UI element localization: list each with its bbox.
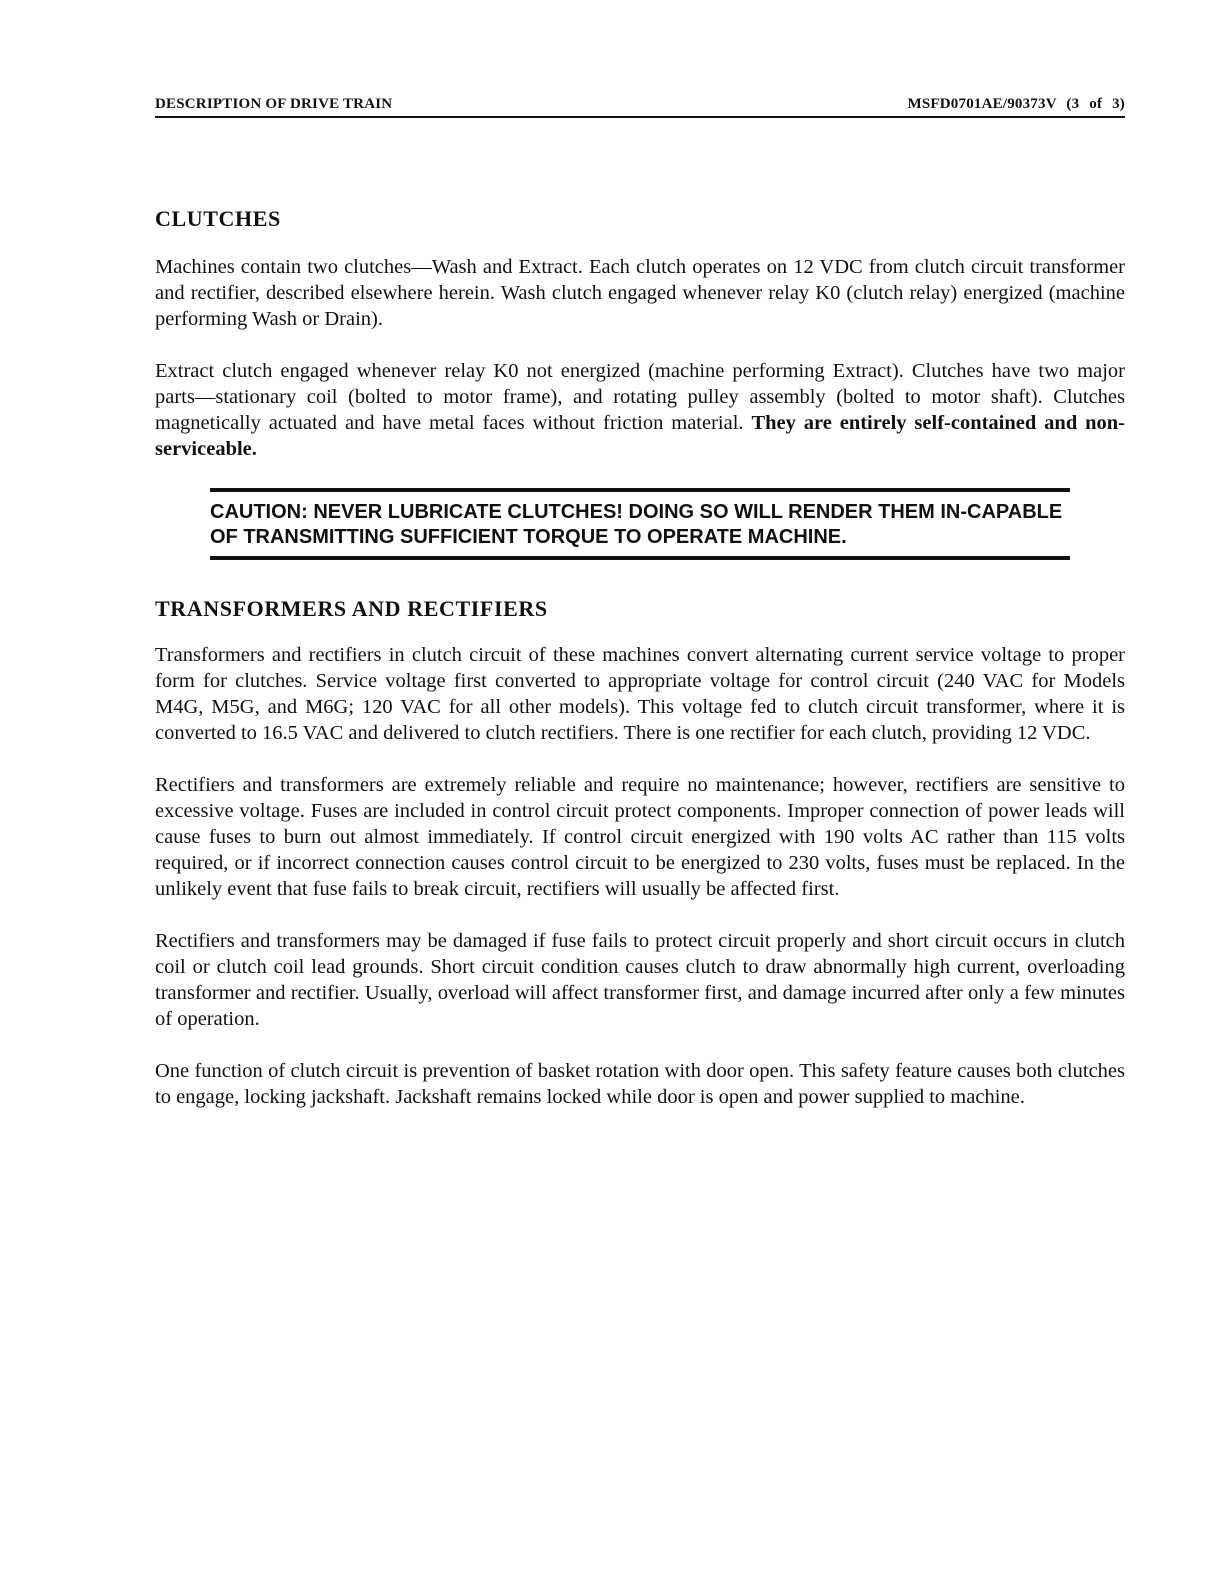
clutches-paragraph-1	[155, 254, 1125, 332]
header-document-id: MSFD0701AE/90373V (3 of 3)	[907, 96, 1125, 112]
header-section-title: DESCRIPTION OF DRIVE TRAIN	[155, 96, 393, 112]
paragraph-bold-text: They are entirely self-contained and non-serviceable.	[155, 412, 1126, 460]
paragraph-text: Extract clutch engaged whenever relay K0 not energized (machine performing Extract). Clutches have two major parts—stationary coil (bolted to motor frame), and rotating pulley assembly (bolted to motor shaft). Clutches magnetically actuated and have metal faces without friction material.	[155, 360, 1125, 434]
paragraph-text: Rectifiers and transformers are extremely reliable and require no maintenance; however, rectifiers are sensitive to excessive voltage. Fuses are included in control circuit protect components. Improper connection of power leads will cause fuses to burn out almost immediately. If control circuit energized with 190 volts AC rather than 115 volts required, or if incorrect connection causes control circuit to be energized to 230 volts, fuses must be replaced. In the unlikely event that fuse fails to break circuit, rectifiers will usually be affected first.	[155, 774, 1125, 900]
running-header	[155, 96, 1125, 118]
caution-box: CAUTION: NEVER LUBRICATE CLUTCHES! DOING SO WILL RENDER THEM IN-CAPABLE OF TRANSMITTING SUFFICIENT TORQUE TO OPERATE MACHINE.	[210, 488, 1070, 560]
paragraph-text: One function of clutch circuit is prevention of basket rotation with door open. This safety feature causes both clutches to engage, locking jackshaft. Jackshaft remains locked while door is open and power supplied to machine.	[155, 1060, 1125, 1108]
transformers-paragraph-3	[155, 928, 1125, 1032]
section-heading-transformers-rectifiers: TRANSFORMERS AND RECTIFIERS	[155, 596, 548, 621]
paragraph-text: Transformers and rectifiers in clutch circuit of these machines convert alternating current service voltage to proper form for clutches. Service voltage first converted to appropriate voltage for control circuit (240 VAC for Models M4G, M5G, and M6G; 120 VAC for all other models). This voltage fed to clutch circuit transformer, where it is converted to 16.5 VAC and delivered to clutch rectifiers. There is one rectifier for each clutch, providing 12 VDC.	[155, 644, 1125, 744]
section-heading-clutches: CLUTCHES	[155, 206, 281, 231]
paragraph-text: Rectifiers and transformers may be damaged if fuse fails to protect circuit properly and short circuit occurs in clutch coil or clutch coil lead grounds. Short circuit condition causes clutch to draw abnormally high current, overloading transformer and rectifier. Usually, overload will affect transformer first, and damage incurred after only a few minutes of operation.	[155, 930, 1125, 1030]
transformers-paragraph-4	[155, 1058, 1125, 1110]
transformers-paragraph-1	[155, 642, 1125, 746]
paragraph-text: Machines contain two clutches—Wash and Extract. Each clutch operates on 12 VDC from clutch circuit transformer and rectifier, described elsewhere herein. Wash clutch engaged whenever relay K0 (clutch relay) energized (machine performing Wash or Drain).	[155, 256, 1125, 330]
document-page	[155, 96, 1125, 1136]
transformers-paragraph-2	[155, 772, 1125, 902]
clutches-paragraph-2	[155, 358, 1125, 462]
